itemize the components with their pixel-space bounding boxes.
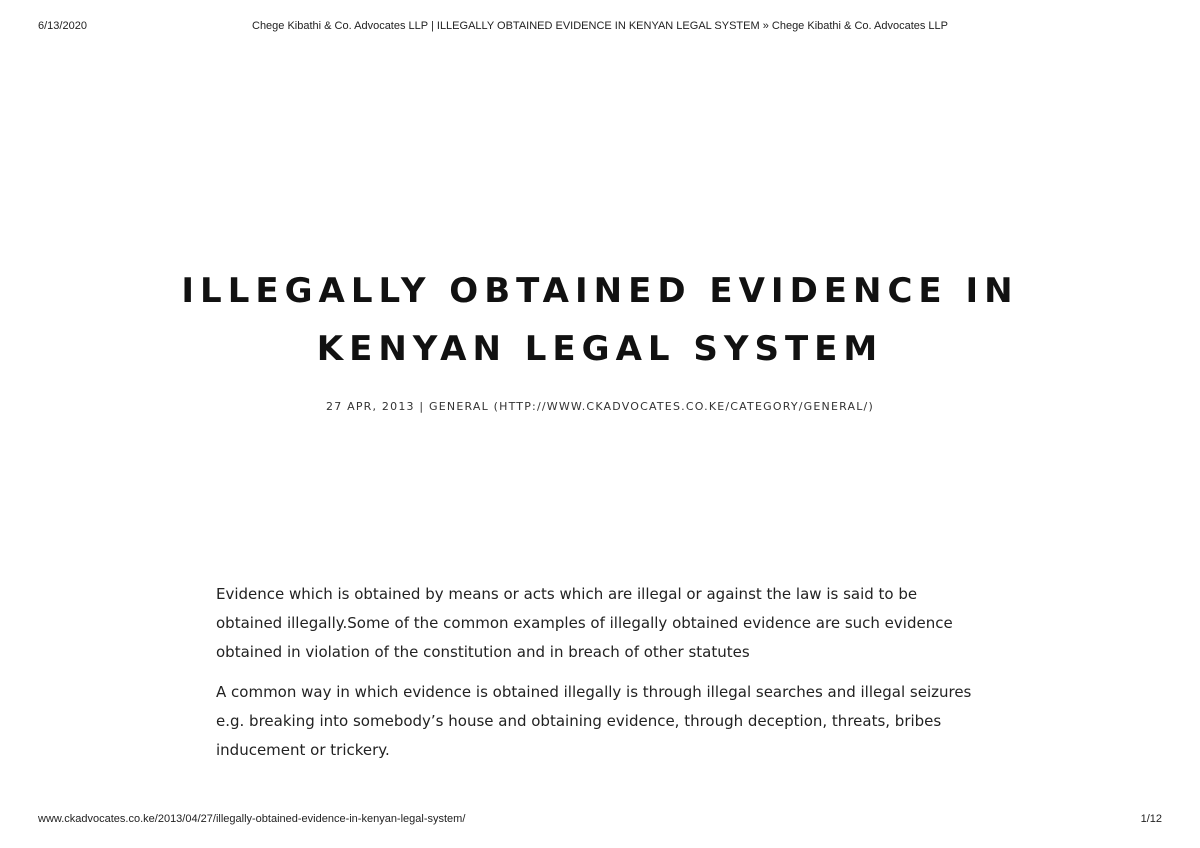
article-title-line-1: ILLEGALLY OBTAINED EVIDENCE IN — [181, 271, 1019, 311]
print-date: 6/13/2020 — [38, 20, 87, 32]
article-title-line-2: KENYAN LEGAL SYSTEM — [316, 329, 884, 369]
article-paragraph-2: A common way in which evidence is obtained illegally is through illegal searches and illegal seizures e.g. breaking into somebody’s house and obtaining evidence, through deception, threats, bribes inducement or trickery. — [216, 683, 972, 759]
page-number: 1/12 — [1140, 813, 1162, 825]
article-meta: 27 APR, 2013 | GENERAL (HTTP://WWW.CKADVOCATES.CO.KE/CATEGORY/GENERAL/) — [326, 400, 874, 413]
article-paragraph-1: Evidence which is obtained by means or acts which are illegal or against the law is said to be obtained illegally.Some of the common examples of illegally obtained evidence are such evidence obtained in violation of the constitution and in breach of other statutes — [216, 585, 953, 661]
print-url: www.ckadvocates.co.ke/2013/04/27/illegally-obtained-evidence-in-kenyan-legal-system/ — [38, 813, 466, 825]
print-header — [38, 20, 1162, 36]
print-footer — [38, 813, 1162, 829]
article-header — [150, 262, 1050, 413]
print-page-title: Chege Kibathi & Co. Advocates LLP | ILLEGALLY OBTAINED EVIDENCE IN KENYAN LEGAL SYSTEM » Chege Kibathi & Co. Advocates LLP — [252, 20, 948, 32]
article-title — [150, 262, 1050, 378]
article-body — [216, 580, 976, 776]
